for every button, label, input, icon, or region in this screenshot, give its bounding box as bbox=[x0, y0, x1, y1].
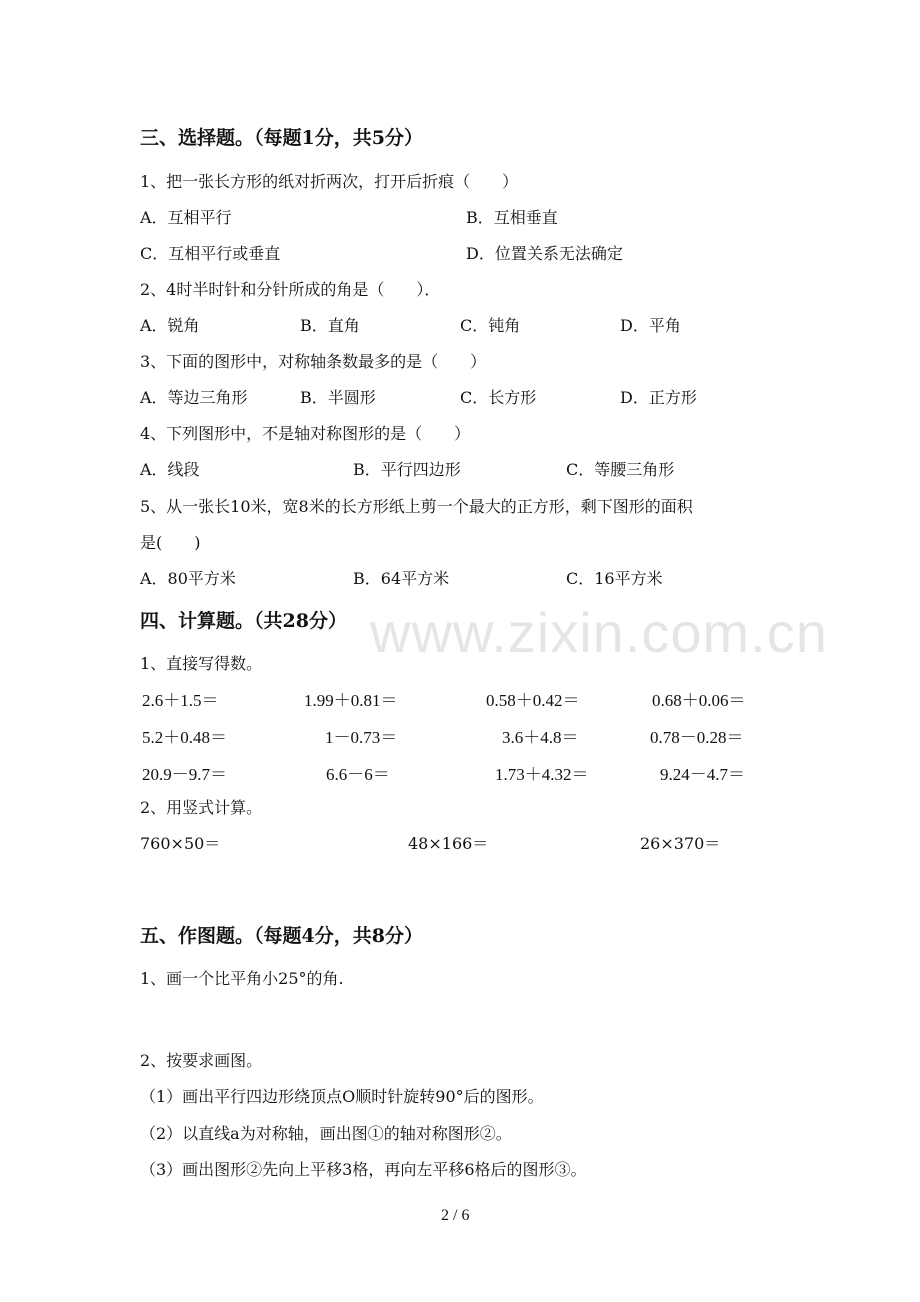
vertical-calc-item: 760×50＝ bbox=[140, 834, 221, 853]
calc-item: 6.6－6＝ bbox=[326, 765, 390, 784]
question-5-stem-line1: 5、从一张长10米，宽8米的长方形纸上剪一个最大的正方形，剩下图形的面积 bbox=[140, 497, 693, 516]
question-5-stem-line2: 是( ) bbox=[140, 533, 201, 552]
q3-option-a: A．等边三角形 bbox=[140, 388, 248, 407]
section5-heading: 五、作图题。（每题4分，共8分） bbox=[140, 925, 423, 947]
drawing-step-1: （1）画出平行四边形绕顶点O顺时针旋转90°后的图形。 bbox=[140, 1087, 544, 1106]
q5-option-a: A．80平方米 bbox=[140, 569, 236, 588]
calc-item: 1.99＋0.81＝ bbox=[304, 691, 398, 710]
drawing-step-2: （2）以直线a为对称轴，画出图①的轴对称图形②。 bbox=[140, 1124, 512, 1143]
q5-option-b: B．64平方米 bbox=[353, 569, 450, 588]
q5-option-c: C．16平方米 bbox=[566, 569, 663, 588]
q3-option-c: C．长方形 bbox=[460, 388, 537, 407]
calc-item: 0.78－0.28＝ bbox=[650, 728, 744, 747]
calc-subheading-direct: 1、直接写得数。 bbox=[140, 654, 263, 673]
calc-item: 0.58＋0.42＝ bbox=[486, 691, 580, 710]
q4-option-a: A．线段 bbox=[140, 460, 200, 479]
q3-option-d: D．正方形 bbox=[620, 388, 697, 407]
drawing-question-2: 2、按要求画图。 bbox=[140, 1051, 263, 1070]
q2-option-c: C．钝角 bbox=[460, 316, 521, 335]
calc-subheading-vertical: 2、用竖式计算。 bbox=[140, 798, 263, 817]
q3-option-b: B．半圆形 bbox=[300, 388, 376, 407]
q1-option-b: B．互相垂直 bbox=[466, 208, 558, 227]
question-4-stem: 4、下列图形中，不是轴对称图形的是（ ） bbox=[140, 424, 471, 443]
q2-option-d: D．平角 bbox=[620, 316, 681, 335]
q1-option-c: C．互相平行或垂直 bbox=[140, 244, 281, 263]
q4-option-c: C．等腰三角形 bbox=[566, 460, 675, 479]
drawing-step-3: （3）画出图形②先向上平移3格，再向左平移6格后的图形③。 bbox=[140, 1160, 587, 1179]
q2-option-a: A．锐角 bbox=[140, 316, 200, 335]
calc-item: 20.9－9.7＝ bbox=[142, 765, 227, 784]
section4-heading: 四、计算题。（共28分） bbox=[140, 610, 347, 632]
calc-item: 2.6＋1.5＝ bbox=[142, 691, 219, 710]
page-number: 2 / 6 bbox=[441, 1207, 470, 1224]
question-2-stem: 2、4时半时针和分针所成的角是（ ）． bbox=[140, 280, 441, 299]
vertical-calc-item: 48×166＝ bbox=[408, 834, 489, 853]
q2-option-b: B．直角 bbox=[300, 316, 360, 335]
calc-item: 1－0.73＝ bbox=[325, 728, 398, 747]
calc-item: 0.68＋0.06＝ bbox=[652, 691, 746, 710]
watermark: www.zixin.com.cn bbox=[370, 601, 828, 664]
drawing-question-1: 1、画一个比平角小25°的角. bbox=[140, 969, 344, 988]
q1-option-d: D．位置关系无法确定 bbox=[466, 244, 623, 263]
q4-option-b: B．平行四边形 bbox=[353, 460, 461, 479]
vertical-calc-item: 26×370＝ bbox=[640, 834, 721, 853]
calc-item: 9.24－4.7＝ bbox=[660, 765, 745, 784]
calc-item: 1.73＋4.32＝ bbox=[495, 765, 589, 784]
q1-option-a: A．互相平行 bbox=[140, 208, 232, 227]
calc-item: 3.6＋4.8＝ bbox=[502, 728, 579, 747]
calc-item: 5.2＋0.48＝ bbox=[142, 728, 227, 747]
question-1-stem: 1、把一张长方形的纸对折两次，打开后折痕（ ） bbox=[140, 172, 519, 191]
question-3-stem: 3、下面的图形中，对称轴条数最多的是（ ） bbox=[140, 352, 487, 371]
section3-heading: 三、选择题。（每题1分，共5分） bbox=[140, 127, 423, 149]
